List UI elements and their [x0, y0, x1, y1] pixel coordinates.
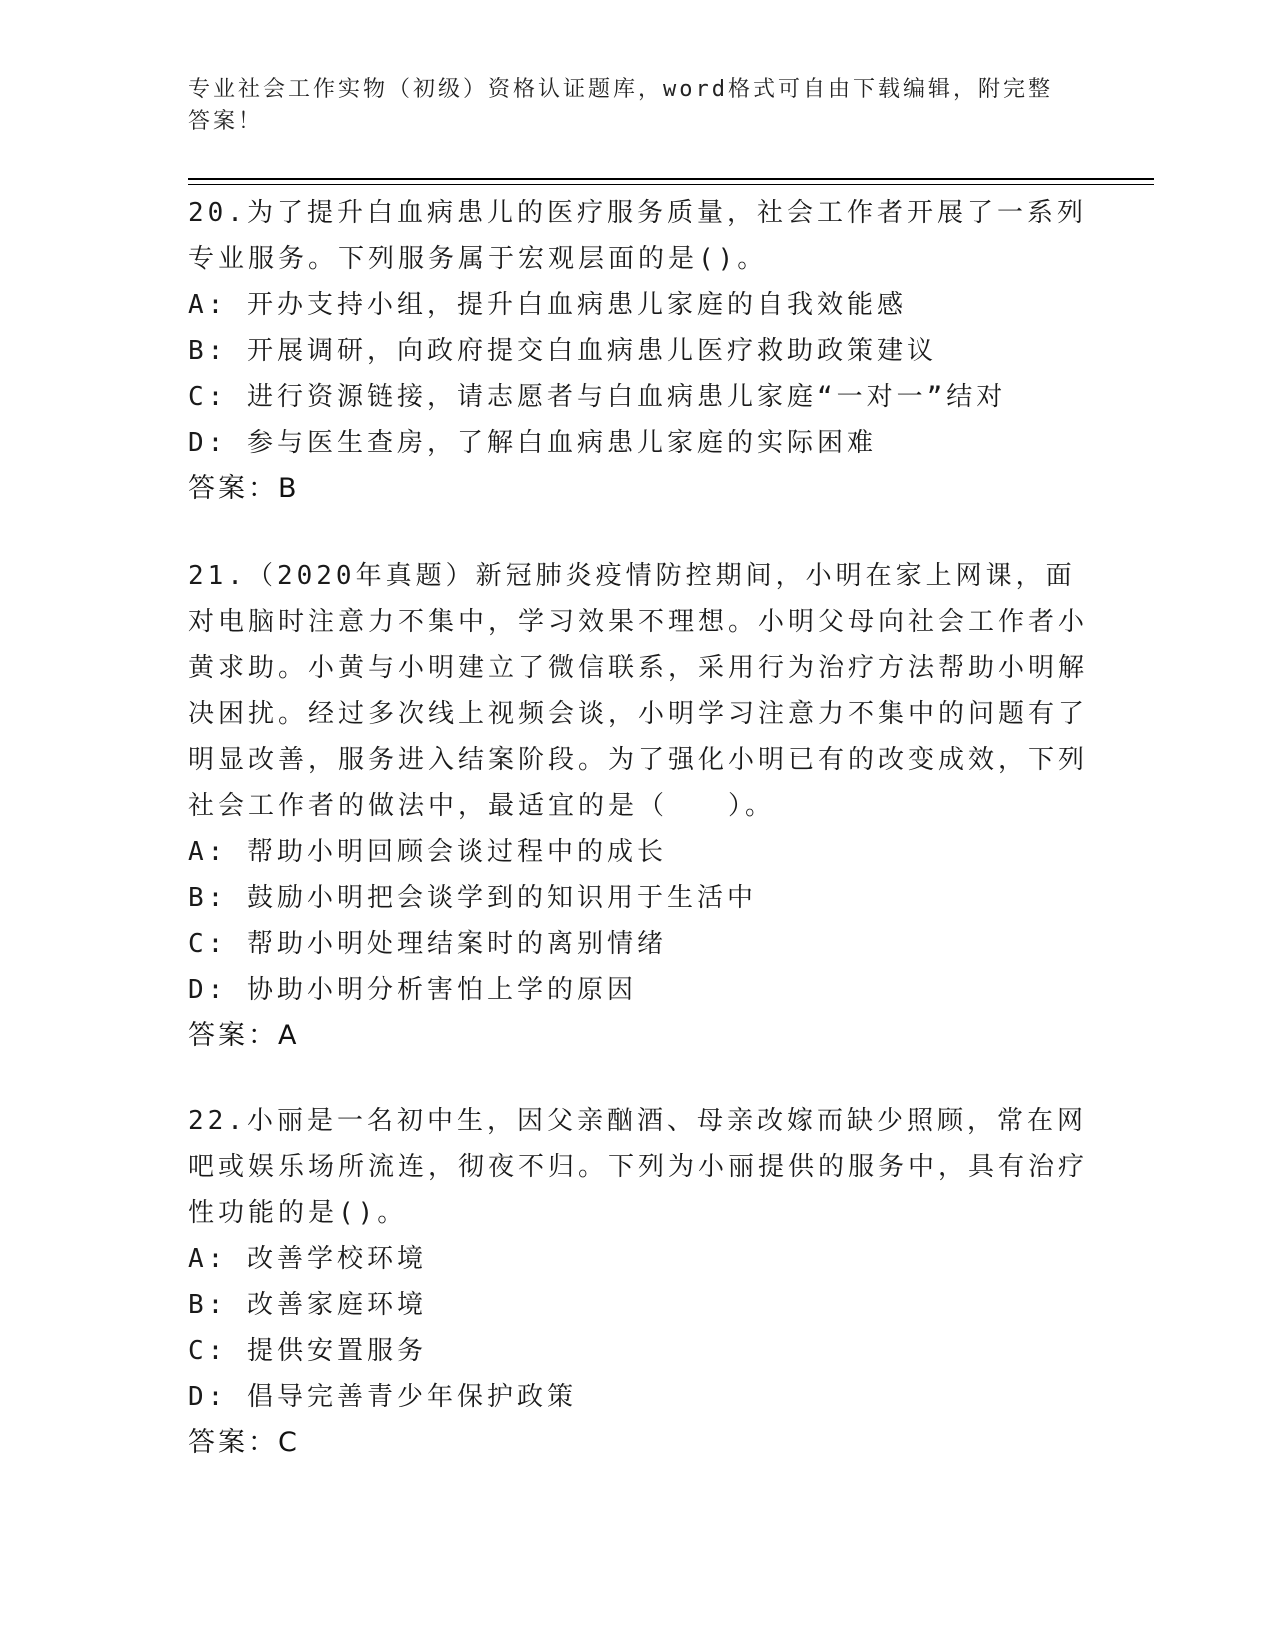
header-title: 专业社会工作实物（初级）资格认证题库，word格式可自由下载编辑，附完整答案！ — [188, 77, 1053, 134]
option-b: B: 鼓励小明把会谈学到的知识用于生活中 — [188, 883, 757, 913]
header-divider-thick — [188, 178, 1154, 180]
option-d: D: 参与医生查房，了解白血病患儿家庭的实际困难 — [188, 428, 877, 458]
option-a: A: 改善学校环境 — [188, 1244, 427, 1274]
question-22 — [188, 1098, 1088, 1466]
option-b: B: 改善家庭环境 — [188, 1290, 427, 1320]
answer-line: 答案：B — [188, 473, 300, 504]
question-20 — [188, 190, 1088, 512]
header-divider-thin — [188, 184, 1154, 185]
answer-line: 答案：C — [188, 1427, 300, 1458]
option-d: D: 倡导完善青少年保护政策 — [188, 1382, 577, 1412]
option-b: B: 开展调研，向政府提交白血病患儿医疗救助政策建议 — [188, 336, 937, 366]
question-stem: 21.（2020年真题）新冠肺炎疫情防控期间，小明在家上网课，面对电脑时注意力不集中，学习效果不理想。小明父母向社会工作者小黄求助。小黄与小明建立了微信联系，采用行为治疗方法帮助小明解决困扰。经过多次线上视频会谈，小明学习注意力不集中的问题有了明显改善，服务进入结案阶段。为了强化小明已有的改变成效，下列社会工作者的做法中，最适宜的是（ ）。 — [188, 561, 1089, 821]
option-c: C: 提供安置服务 — [188, 1336, 427, 1366]
option-c: C: 帮助小明处理结案时的离别情绪 — [188, 929, 667, 959]
option-a: A: 开办支持小组，提升白血病患儿家庭的自我效能感 — [188, 290, 907, 320]
option-a: A: 帮助小明回顾会谈过程中的成长 — [188, 837, 667, 867]
option-d: D: 协助小明分析害怕上学的原因 — [188, 975, 637, 1005]
option-c: C: 进行资源链接，请志愿者与白血病患儿家庭“一对一”结对 — [188, 382, 1007, 412]
question-21 — [188, 553, 1088, 1059]
question-stem: 22.小丽是一名初中生，因父亲酗酒、母亲改嫁而缺少照顾，常在网吧或娱乐场所流连，彻夜不归。下列为小丽提供的服务中，具有治疗性功能的是()。 — [188, 1106, 1089, 1228]
document-header — [188, 74, 1068, 138]
question-stem: 20.为了提升白血病患儿的医疗服务质量，社会工作者开展了一系列专业服务。下列服务属于宏观层面的是()。 — [188, 198, 1087, 274]
answer-line: 答案：A — [188, 1020, 300, 1051]
